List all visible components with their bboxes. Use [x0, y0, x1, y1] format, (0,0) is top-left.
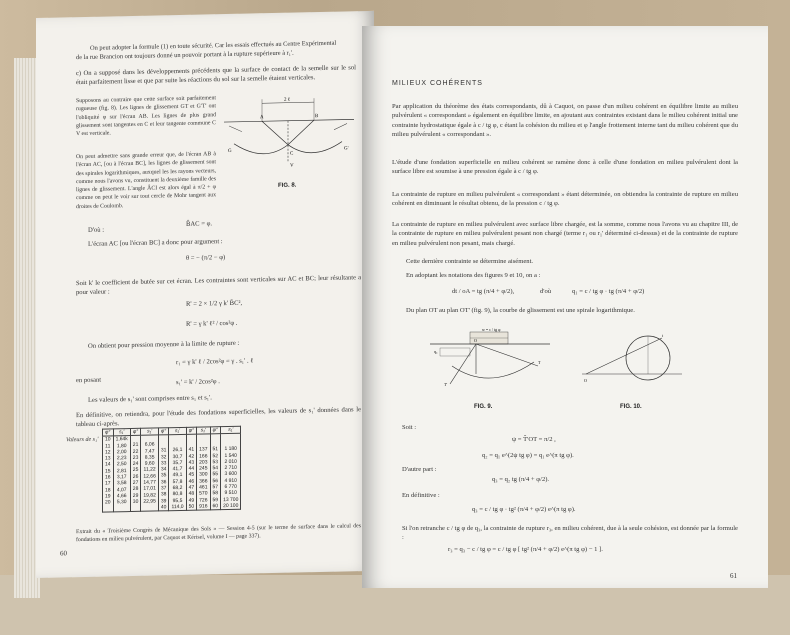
table-cell: 40: [160, 504, 167, 511]
table-cell: 16: [105, 474, 111, 481]
table-cell: 4,66: [116, 493, 127, 500]
fig9-caption: FIG. 9.: [474, 404, 493, 410]
table-cell: 2,81: [116, 467, 127, 475]
table-cell: 14: [105, 461, 111, 469]
eq1-dou: d'où: [540, 288, 552, 295]
table-cell: 203: [199, 459, 208, 466]
table-cell: 28: [132, 486, 139, 493]
table-col: [130, 436, 141, 512]
table-col: [210, 434, 221, 510]
table-col: [103, 436, 114, 512]
table-cell: 12,66: [143, 473, 156, 480]
para-caquot: Par application du théorème des états correspondants, dû à Caquot, on passe d'un milieu cohérent en équilibre limite au milieu pulvérulent « correspondant » également en équilibre limite, en ajoutant aux contraintes existant dans le milieu cohérent initial une contrainte hydrostatique égale à c / tg φ, c étant la cohésion du milieu et φ l'angle frottement interne tant du milieu cohérent que du milieu pulvérulent « correspondant ».: [392, 103, 738, 139]
table-cell: 45: [188, 472, 195, 479]
eq-q3b: q₃ = c / tg φ · tg² (π/4 + φ/2) e^(π tg φ).: [472, 506, 576, 513]
para-derniere: Cette dernière contrainte se détermine aisément.: [406, 258, 534, 265]
table-cell: 31: [160, 447, 167, 454]
table-cell: 6 770: [224, 483, 237, 491]
definitive-text: En définitive, on retiendra, pour l'étude des fondations superficielles, les valeurs de s₁' données dans le tableau ci-après.: [76, 406, 361, 429]
dou-label: D'où :: [88, 226, 105, 234]
table-cell: 47: [188, 484, 195, 491]
eq-q3: q₃ = q₂ tg (π/4 + φ/2).: [492, 476, 550, 483]
svg-text:V: V: [290, 163, 294, 169]
eq-q2: q₂ = q₁ e^(2ψ tg φ) = q₁ e^(π tg φ).: [482, 452, 574, 459]
table-cell: 2 010: [224, 458, 237, 465]
table-cell: 2,00: [116, 448, 127, 456]
section-header: MILIEUX COHÉRENTS: [392, 80, 483, 87]
left-page: [36, 11, 374, 578]
table-header: φ°: [158, 428, 169, 436]
table-cell: 1,64k: [115, 436, 128, 443]
table-cell: 9,60: [144, 460, 155, 467]
open-book: [8, 18, 778, 588]
table-cell: 3 600: [224, 471, 237, 478]
table-cell: 26: [132, 473, 139, 480]
figure-8-diagram: [224, 91, 354, 174]
table-cell: 19,82: [143, 492, 156, 499]
table-cell: 54: [212, 465, 219, 472]
soit-label: Soit :: [402, 424, 417, 431]
svg-text:T': T': [444, 382, 448, 387]
table-cell: 35,7: [172, 459, 183, 467]
para-rugueuse: Supposons au contraire que cette surface soit parfaitement rugueuse (fig. 8). Les lignes de glissement GT et G'T' ont l'obliquité φ sur l'écran AB. Les lignes de plus grand glissement sont tangentes en C et leur tangente commune C V est verticale.: [76, 95, 216, 138]
svg-text:C: C: [290, 151, 294, 157]
table-header: s₁': [221, 426, 241, 434]
table-cell: 22,95: [143, 498, 156, 505]
table-cell: 15: [105, 468, 111, 475]
table-header: s₁': [141, 428, 159, 436]
table-cell: 38: [160, 491, 167, 498]
table-col: [221, 434, 241, 510]
table-cell: 20: [105, 499, 111, 506]
table-cell: 30,7: [172, 453, 183, 460]
table-cell: 9 510: [224, 490, 237, 497]
table-cell: 3,58: [116, 480, 127, 487]
table-cell: 37: [160, 485, 167, 492]
table-cell: 3,17: [116, 474, 127, 481]
table-cell: 11: [105, 443, 111, 450]
table-cell: 49,1: [172, 472, 183, 479]
table-cell: 8,35: [144, 454, 155, 461]
table-cell: 14,77: [143, 479, 156, 486]
svg-text:A: A: [260, 115, 264, 121]
table-cell: 916: [199, 503, 208, 510]
table-body-row: [103, 434, 241, 513]
table-col: [141, 435, 159, 511]
moyenne-text: On obtient pour pression moyenne à la limite de rupture :: [88, 339, 240, 350]
svg-text:B: B: [315, 114, 319, 120]
table-header: s₁': [197, 427, 210, 435]
svg-text:G': G': [344, 146, 349, 152]
svg-text:G: G: [228, 148, 232, 154]
eq1-right: q₁ = c / tg φ · tg (π/4 + φ/2): [572, 288, 645, 295]
svg-text:T: T: [538, 360, 541, 365]
para-somme: La contrainte de rupture en milieu pulvérulent avec surface libre chargée, est la somme, comme nous l'avons vu au chapitre III, de la contrainte de rupture en milieu pulvérulent pesant non chargé (terme r₁ ou r₁' déterminé ci-dessus) et de la contrainte de rupture en milieu pulvérulent non pesant, mais chargé.: [392, 221, 738, 247]
table-cell: 23: [132, 454, 139, 461]
eq-soit: ψ = T̂'OT = π/2 ,: [512, 436, 556, 443]
table-cell: 42: [188, 453, 195, 460]
table-col: [197, 434, 210, 510]
table-cell: 1,80: [116, 442, 127, 449]
coeff-text: Soit k' le coefficient de butée sur cet écran. Les contraintes sont verticales sur AC et BC; leur résultante a pour valeur :: [76, 274, 361, 297]
table-cell: 56: [212, 477, 219, 485]
para-spirale: Du plan OT au plan OT' (fig. 9), la courbe de glissement est une spirale logarithmique.: [406, 307, 635, 314]
table-cell: 22: [132, 448, 139, 455]
svg-text:q₃: q₃: [434, 349, 438, 354]
table-cell: 58: [212, 490, 219, 497]
table-col: [113, 436, 130, 512]
table-cell: 570: [199, 490, 208, 497]
right-page-number: 61: [730, 572, 737, 580]
table-cell: 30: [132, 498, 139, 505]
eq-r1: R' = 2 × 1/2 γ k' B̄C²,: [186, 299, 243, 308]
table-cell: 1 180: [224, 446, 237, 453]
table-cell: 12: [105, 449, 111, 456]
table-header: φ°: [103, 429, 114, 437]
table-cell: 39: [160, 497, 167, 505]
table-cell: 2 710: [224, 464, 237, 472]
table-cell: 19: [105, 493, 111, 500]
table-cell: 11,22: [143, 466, 156, 474]
table-cell: 18: [105, 487, 111, 494]
table-cell: 33: [160, 460, 167, 467]
table-cell: 32: [160, 453, 167, 460]
para-notations: En adoptant les notations des figures 9 et 10, on a :: [406, 272, 541, 279]
fig8-dimension: 2 ℓ: [284, 97, 291, 103]
table-header: s₁': [113, 429, 130, 437]
valeurs-label: Valeurs de s₁': [66, 436, 99, 444]
para-spirales: On peut admettre sans grande erreur que, de l'écran AB à l'écran AC, [ou à l'écran BC], les lignes de glissement sont des spirales logarithmiques, auxquel les les rayons vecteurs, comme nous l'avons vu, constituent la deuxième famille des lignes de glissement. L'angle ÂCI est alors égal à π/2 + φ comme on peut le voir sur tout cercle de Mohr tangent aux droites de Coulomb.: [76, 151, 216, 210]
en-posant: en posant: [76, 376, 102, 385]
figure-9-diagram: [430, 326, 550, 388]
table-cell: 29: [132, 492, 139, 499]
table-cell: 41: [188, 446, 195, 454]
table-cell: 35: [160, 472, 167, 479]
table-cell: 7,47: [144, 448, 155, 455]
table-cell: 53: [212, 459, 219, 466]
table-cell: 1 540: [224, 452, 237, 459]
para-c: c) On a supposé dans les développements précédents que la surface de contact de la semelle sur le sol était parfaitement lisse et que par suite les réactions du sol sur la semelle étaient verticales.: [76, 64, 356, 87]
table-cell: 49: [188, 497, 195, 504]
table-cell: 114,0: [171, 503, 184, 511]
table-cell: 59: [212, 496, 219, 503]
table-cell: 17: [105, 480, 111, 487]
para-retranche: Si l'on retranche c / tg φ de q₃, la contrainte de rupture r₃, en milieu cohérent, due à la seule cohésion, est donnée par la formule :: [402, 525, 738, 542]
table-cell: 52: [212, 452, 219, 459]
table-cell: 57: [212, 484, 219, 491]
table-cell: 4 910: [224, 477, 237, 484]
table-header: s₁': [169, 427, 186, 435]
svg-text:O: O: [584, 378, 587, 383]
table-cell: 2,50: [116, 461, 127, 468]
table-cell: 24: [132, 461, 139, 468]
table-cell: 80,8: [172, 491, 183, 498]
table-cell: 26,1: [172, 447, 183, 454]
eq-r2: R' = γ k' ℓ² / cos²φ .: [186, 319, 238, 328]
table-cell: 4,07: [116, 486, 127, 493]
table-cell: 60: [212, 503, 219, 510]
figure-10-diagram: [582, 330, 682, 390]
table-cell: 137: [199, 446, 208, 453]
para-etude: L'étude d'une fondation superficielle en milieu cohérent se ramène donc à celle d'une fondation en milieu pulvérulent dont la surface libre est soumise à une pression égale à c / tg φ.: [392, 159, 738, 176]
table-cell: 41,7: [172, 466, 183, 473]
fig9-load: w = c / tg φ: [482, 327, 501, 332]
table-header: φ°: [130, 428, 141, 436]
eq-r3: r₁ = γ k' ℓ / 2cos²φ = γ . s₁' . ℓ: [176, 357, 254, 367]
table-cell: 68,2: [172, 485, 183, 492]
compris-text: Les valeurs de s₁' sont comprises entre s₁ et s₁'.: [88, 394, 212, 404]
table-cell: 5,30: [116, 499, 127, 506]
table-cell: 95,5: [172, 497, 183, 504]
table-cell: 6,06: [144, 441, 155, 449]
intro-line-2: de la rue Brancion ont toujours donné un pouvoir portant à la rupture supérieure à r₁'.: [76, 49, 294, 62]
table-cell: 300: [199, 471, 208, 479]
table-cell: 13: [105, 455, 111, 462]
table-header: φ°: [186, 427, 197, 435]
left-page-number: 60: [60, 549, 67, 558]
eq-s1: s₁' = k' / 2cos²φ .: [176, 378, 220, 387]
table-cell: 57,8: [172, 478, 183, 485]
table-cell: 166: [199, 453, 208, 460]
table-cell: 20 100: [223, 502, 239, 510]
table-cell: 726: [199, 497, 208, 504]
table-cell: 34: [160, 466, 167, 473]
eq-theta: θ = − (π/2 − φ): [186, 254, 226, 262]
table-col: [169, 435, 186, 511]
table-cell: 51: [212, 446, 219, 453]
intro-line-1: On peut adopter la formule (1) en toute sécurité. Car les essais effectués au Centre Expérimental: [90, 39, 337, 52]
fig8-caption: FIG. 8.: [278, 182, 297, 189]
table-cell: 43: [188, 459, 195, 466]
table-cell: 46: [188, 478, 195, 485]
table-header: φ°: [210, 427, 221, 435]
endef-label: En définitive :: [402, 492, 440, 499]
para-contrainte-rupture: La contrainte de rupture en milieu pulvérulent « correspondant » étant déterminée, on obtiendra la contrainte de rupture en milieu cohérent en diminuant le résultat obtenu, de la pression c / tg φ.: [392, 191, 738, 208]
table-cell: 27: [132, 479, 139, 487]
table-cell: 13 700: [223, 496, 239, 503]
table-cell: 245: [199, 465, 208, 472]
eq1-left: dt / oA = tg (π/4 + φ/2),: [452, 288, 515, 295]
right-page: [362, 26, 768, 588]
table-cell: 25: [132, 467, 139, 474]
eq-bac: B̂AC = φ.: [186, 220, 213, 228]
svg-text:O: O: [474, 338, 477, 343]
table-cell: 55: [212, 471, 219, 478]
table-col: [158, 435, 169, 511]
ecran-text: L'écran AC [ou l'écran BC] a donc pour argument :: [88, 238, 223, 248]
table-cell: 366: [199, 478, 208, 485]
table-cell: 461: [199, 484, 208, 491]
svg-text:t: t: [662, 333, 664, 338]
table-cell: 17,01: [143, 485, 156, 493]
table-cell: 21: [132, 442, 139, 449]
table-cell: 2,23: [116, 455, 127, 462]
eq-final: r₃ = q₃ − c / tg φ = c / tg φ [ tg² (π/4 + φ/2) e^(π tg φ) − 1 ].: [448, 546, 603, 553]
table-col: [186, 434, 197, 510]
table-cell: 44: [188, 465, 195, 472]
table-cell: 50: [188, 503, 195, 510]
table-cell: 48: [188, 491, 195, 498]
values-table: [102, 426, 241, 513]
footnote: Extrait du « Troisième Congrès de Mécanique des Sols » — Session 4-5 (sur le terme de surface dans le calcul des fondations en milieu pulvérulent, par Caquot et Kérisel, volume I — page 337).: [76, 523, 361, 543]
dautre-label: D'autre part :: [402, 466, 437, 473]
table-cell: 36: [160, 479, 167, 486]
table-cell: 10: [105, 436, 111, 443]
fig10-caption: FIG. 10.: [620, 404, 642, 410]
